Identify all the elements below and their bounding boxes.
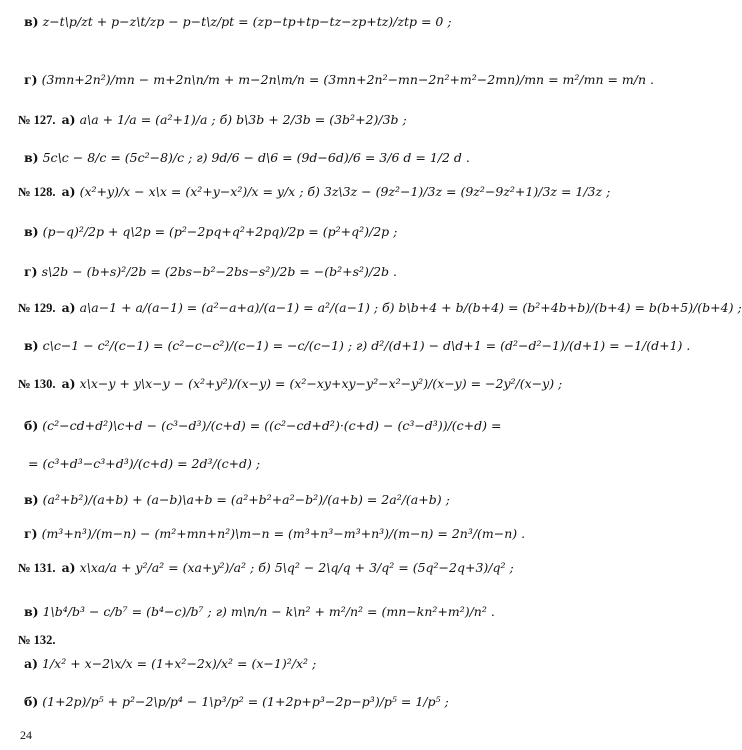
item-label: а) [61,376,76,391]
item-label: г) [24,526,38,541]
item-label: а) [24,656,39,671]
equation: c\c−1 − c²/(c−1) = (c²−c−c²)/(c−1) = −c/(c−1) ; г) d²/(d+1) − d\d+1 = (d²−d²−1)/(d+1) = −1/(d+1) . [42,338,691,353]
item-label: г) [24,264,38,279]
item-label: г) [24,72,38,87]
line-16 [18,604,495,620]
equation: s\2b − (b+s)²/2b = (2bs−b²−2bs−s²)/2b = −(b²+s²)/2b . [41,264,398,279]
item-label: а) [61,112,76,127]
line-18 [18,656,458,672]
equation: a\a−1 + a/(a−1) = (a²−a+a)/(a−1) = a²/(a−1) ; б) b\b+4 + b/(b+4) = (b²+4b+b)/(b+4) = b(b+5)/(b+4) ; [79,300,742,315]
equation: (3mn+2n²)/mn − m+2n\n/m + m−2n\m/n = (3mn+2n²−mn−2n²+m²−2mn)/mn = m²/mn = m/n . [41,72,654,87]
item-label: б) [24,418,39,433]
problem-number: № 127. [18,113,56,127]
item-label: в) [24,338,39,353]
item-label: б) [24,694,39,709]
line-11 [18,418,502,434]
equation: z−t\p/zt + p−z\t/zp − p−t\z/pt = (zp−tp+tp−tz−zp+tz)/ztp = 0 ; [42,14,452,29]
problem-number: № 131. [18,561,56,575]
line-14 [18,526,526,542]
line-8 [18,300,742,316]
page-number: 24 [20,728,32,742]
line-17 [18,632,458,648]
problem-number: № 132. [18,633,56,647]
line-6 [18,224,458,240]
line-3 [18,112,458,128]
equation: (1+2p)/p⁵ + p²−2\p/p⁴ − 1\p³/p² = (1+2p+p³−2p−p³)/p⁵ = 1/p⁵ ; [42,694,449,709]
item-label: в) [24,492,39,507]
equation: (x²+y)/x − x\x = (x²+y−x²)/x = y/x ; б) 3z\3z − (9z²−1)/3z = (9z²−9z²+1)/3z = 1/3z ; [79,184,611,199]
equation: x\xa/a + y²/a² = (xa+y²)/a² ; б) 5\q² − 2\q/q + 3/q² = (5q²−2q+3)/q² ; [79,560,514,575]
equation: 1/x² + x−2\x/x = (1+x²−2x)/x² = (x−1)²/x² ; [42,656,317,671]
line-19 [18,694,458,710]
equation: (c²−cd+d²)\c+d − (c³−d³)/(c+d) = ((c²−cd+d²)·(c+d) − (c³−d³))/(c+d) = [42,418,502,433]
item-label: в) [24,14,39,29]
line-12 [18,456,458,472]
line-10 [18,376,563,392]
item-label: в) [24,604,39,619]
equation: 1\b⁴/b³ − c/b⁷ = (b⁴−c)/b⁷ ; г) m\n/n − k\n² + m²/n² = (mn−kn²+m²)/n² . [42,604,495,619]
line-1 [18,14,458,30]
problem-number: № 128. [18,185,56,199]
line-7 [18,264,458,280]
item-label: а) [61,300,76,315]
line-5 [18,184,611,200]
line-2 [18,72,654,88]
item-label: а) [61,560,76,575]
item-label: в) [24,224,39,239]
equation: = (c³+d³−c³+d³)/(c+d) = 2d³/(c+d) ; [28,456,261,471]
equation: a\a + 1/a = (a²+1)/a ; б) b\3b + 2/3b = (3b²+2)/3b ; [79,112,407,127]
item-label: а) [61,184,76,199]
line-9 [18,338,691,354]
problem-number: № 129. [18,301,56,315]
equation: (m³+n³)/(m−n) − (m²+mn+n²)\m−n = (m³+n³−m³+n³)/(m−n) = 2n³/(m−n) . [41,526,526,541]
line-15 [18,560,514,576]
equation: x\x−y + y\x−y − (x²+y²)/(x−y) = (x²−xy+xy−y²−x²−y²)/(x−y) = −2y²/(x−y) ; [79,376,563,391]
problem-number: № 130. [18,377,56,391]
item-label: в) [24,150,39,165]
line-4 [18,150,470,166]
equation: 5c\c − 8/c = (5c²−8)/c ; г) 9d/6 − d\6 = (9d−6d)/6 = 3/6 d = 1/2 d . [42,150,470,165]
equation: (a²+b²)/(a+b) + (a−b)\a+b = (a²+b²+a²−b²)/(a+b) = 2a²/(a+b) ; [42,492,450,507]
line-13 [18,492,458,508]
equation: (p−q)²/2p + q\2p = (p²−2pq+q²+2pq)/2p = (p²+q²)/2p ; [42,224,398,239]
